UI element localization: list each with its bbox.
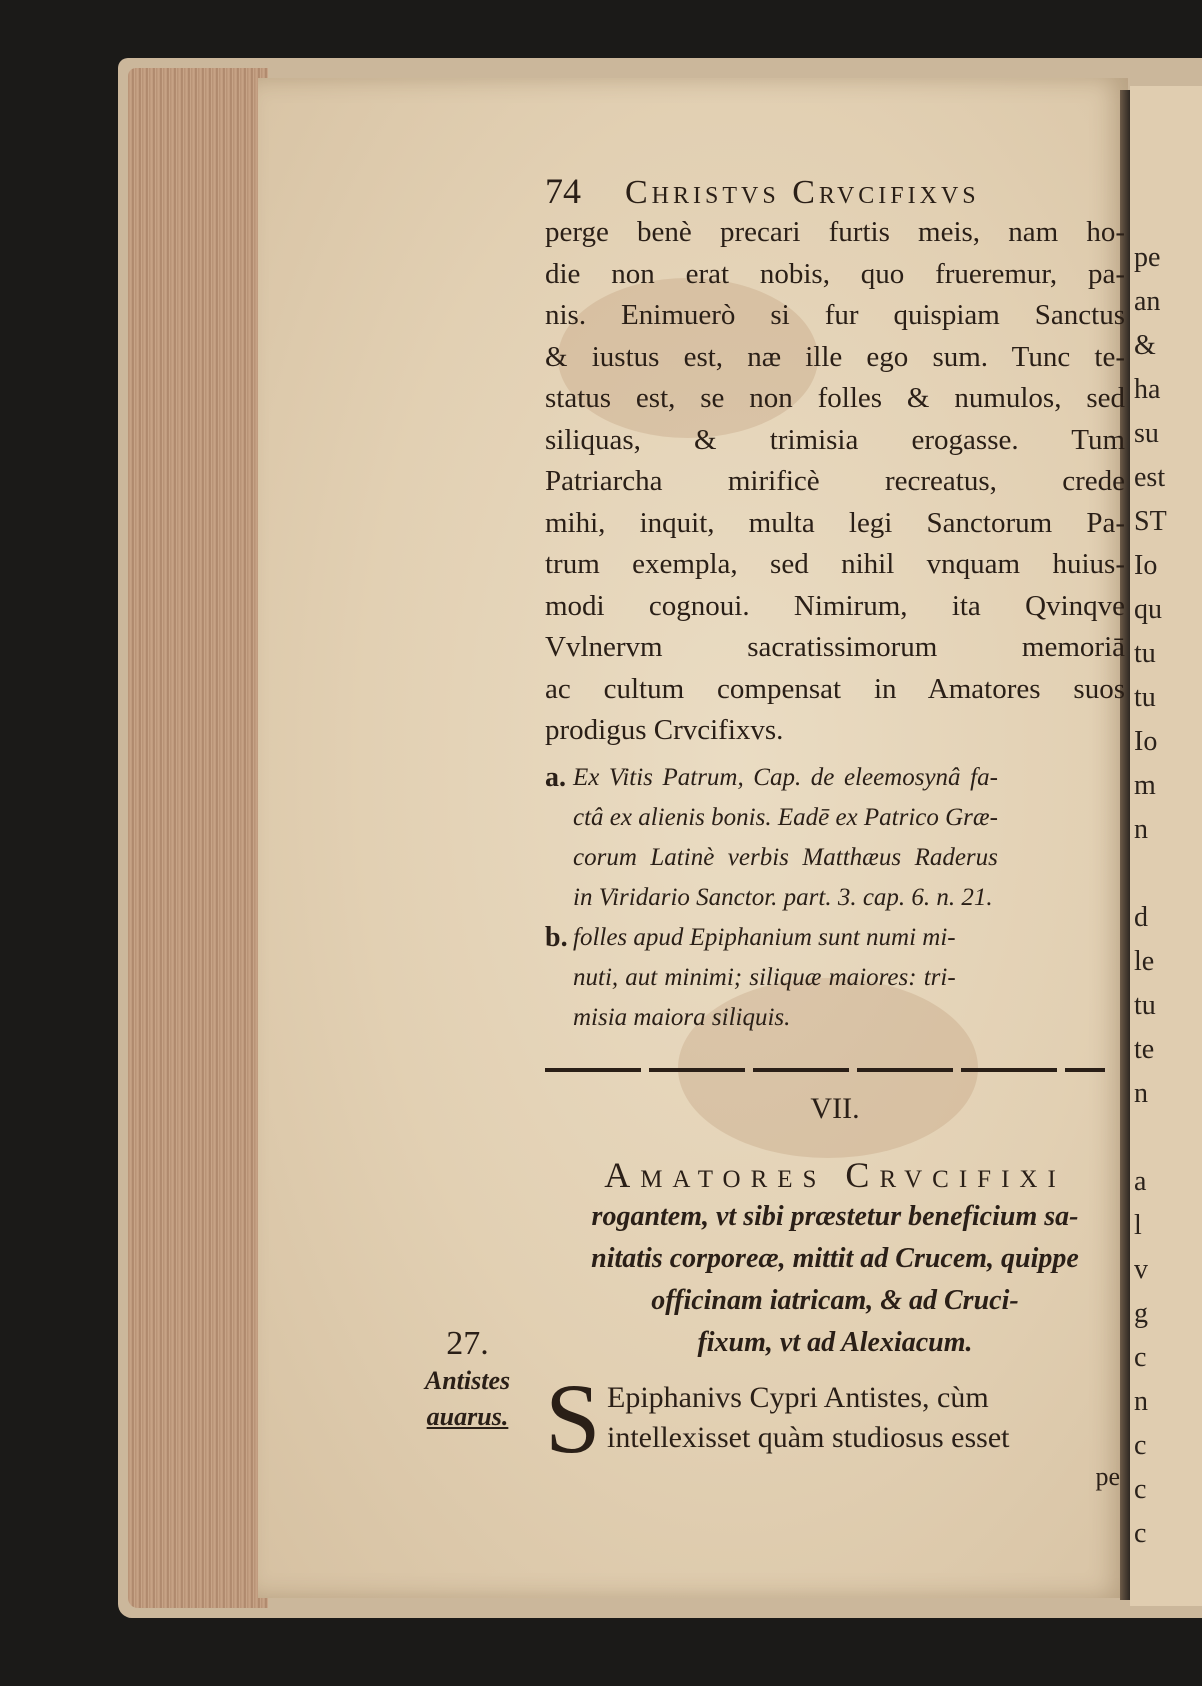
text-line: nis. Enimuerò si fur quispiam Sanctus: [545, 299, 1125, 331]
facing-page-fragment: &: [1134, 330, 1156, 361]
facing-page-fragment: tu: [1134, 638, 1156, 669]
summary-line: rogantem, vt sibi præstetur beneficium sa-: [591, 1200, 1079, 1232]
facing-page-fragment: Io: [1134, 726, 1158, 757]
opening-paragraph: [545, 1362, 1125, 1474]
drop-cap: S: [545, 1362, 601, 1474]
footnotes: [545, 758, 1125, 1038]
page-number: 74: [545, 171, 581, 211]
body-paragraph: [545, 212, 1125, 752]
catchword: pe: [1095, 1461, 1120, 1491]
text-line: ac cultum compensat in Amatores suos: [545, 672, 1125, 705]
text-line: intellexisset quàm studiosus esset: [607, 1420, 1010, 1454]
text-line: die non erat nobis, quo frueremur, pa-: [545, 257, 1125, 290]
footnote-line: Ex Vitis Patrum, Cap. de eleemosynâ fa-: [573, 763, 998, 791]
text-line: siliquas, & trimisia erogasse. Tum: [545, 423, 1125, 456]
facing-page-fragment: an: [1134, 286, 1161, 317]
facing-page-fragment: tu: [1134, 682, 1156, 713]
footnote-line: misia maiora siliquis.: [573, 1003, 791, 1031]
footnote-line: ctâ ex alienis bonis. Eadē ex Patrico Græ-: [573, 803, 998, 831]
text-line: Vvlnervm sacratissimorum memoriā: [545, 631, 1125, 663]
facing-page-fragment: su: [1134, 418, 1159, 449]
facing-page-fragment: m: [1134, 770, 1156, 801]
facing-page-fragment: c: [1134, 1518, 1147, 1549]
footnote-line: nuti, aut minimi; siliquæ maiores: tri-: [573, 963, 956, 991]
page-stack-edge: [128, 68, 268, 1608]
facing-page-fragment: d: [1134, 902, 1148, 933]
facing-page-fragment: n: [1134, 814, 1148, 845]
facing-page-fragment: ST: [1134, 506, 1167, 537]
summary-line: fixum, vt ad Alexiacum.: [697, 1326, 973, 1358]
facing-page-fragment: n: [1134, 1078, 1148, 1109]
text-line: modi cognoui. Nimirum, ita Qvinqve: [545, 589, 1125, 622]
facing-page-fragment: le: [1134, 946, 1155, 977]
page-text-block: [545, 170, 1125, 1492]
footnote: [545, 758, 1125, 918]
facing-page-fragment: c: [1134, 1474, 1147, 1505]
facing-page-fragment: [1130, 852, 1202, 896]
facing-page-fragment: l: [1134, 1210, 1142, 1241]
text-line: mihi, inquit, multa legi Sanctorum Pa-: [545, 506, 1125, 539]
facing-page-fragment: c: [1134, 1342, 1147, 1373]
footnote-mark: a.: [545, 761, 566, 793]
footnote: [545, 918, 1125, 1038]
text-line: Epiphanivs Cypri Antistes, cùm: [607, 1380, 989, 1414]
footnote-line: in Viridario Sanctor. part. 3. cap. 6. n. 21.: [573, 883, 993, 911]
facing-page-fragment: n: [1134, 1386, 1148, 1417]
summary-line: nitatis corporeæ, mittit ad Crucem, quippe: [591, 1242, 1079, 1274]
section-divider: [545, 1068, 1105, 1072]
facing-page-fragment: Io: [1134, 550, 1158, 581]
text-line: status est, se non folles & numulos, sed: [545, 382, 1125, 414]
text-line: perge benè precari furtis meis, nam ho-: [545, 216, 1125, 248]
running-head: [545, 170, 1125, 212]
facing-page-fragment: c: [1134, 1430, 1147, 1461]
marginal-line: Antistes: [424, 1366, 511, 1395]
footnote-line: corum Latinè verbis Matthæus Raderus: [573, 843, 998, 871]
text-line: prodigus Crvcifixvs.: [545, 714, 784, 746]
facing-page-edge: [1130, 86, 1202, 1606]
facing-page-fragment: est: [1134, 462, 1166, 493]
facing-page-fragment: v: [1134, 1254, 1148, 1285]
marginal-note: [405, 1325, 530, 1435]
facing-page-fragment: pe: [1134, 242, 1161, 273]
summary-line: officinam iatricam, & ad Cruci-: [651, 1284, 1019, 1316]
section-summary: [545, 1196, 1125, 1364]
footnote-mark: b.: [545, 921, 568, 953]
text-line: Patriarcha mirificè recreatus, crede: [545, 465, 1125, 497]
marginal-line: auarus.: [426, 1402, 509, 1431]
facing-page-fragment: a: [1134, 1166, 1147, 1197]
facing-page-fragment: [1130, 1116, 1202, 1160]
facing-page-fragment: tu: [1134, 990, 1156, 1021]
facing-page-fragment: g: [1134, 1298, 1148, 1329]
text-line: trum exempla, sed nihil vnquam huius-: [545, 548, 1125, 580]
section-number: VII.: [810, 1091, 860, 1125]
facing-page-fragment: ha: [1134, 374, 1161, 405]
footnote-line: folles apud Epiphanium sunt numi mi-: [573, 923, 956, 951]
facing-page-fragment: qu: [1134, 594, 1162, 625]
section-title: Amatores Crvcifixi: [604, 1154, 1066, 1195]
running-title: Christvs Crvcifixvs: [625, 174, 980, 211]
marginal-number: 27.: [446, 1325, 489, 1362]
text-line: & iustus est, næ ille ego sum. Tunc te-: [545, 340, 1125, 373]
facing-page-fragment: te: [1134, 1034, 1155, 1065]
